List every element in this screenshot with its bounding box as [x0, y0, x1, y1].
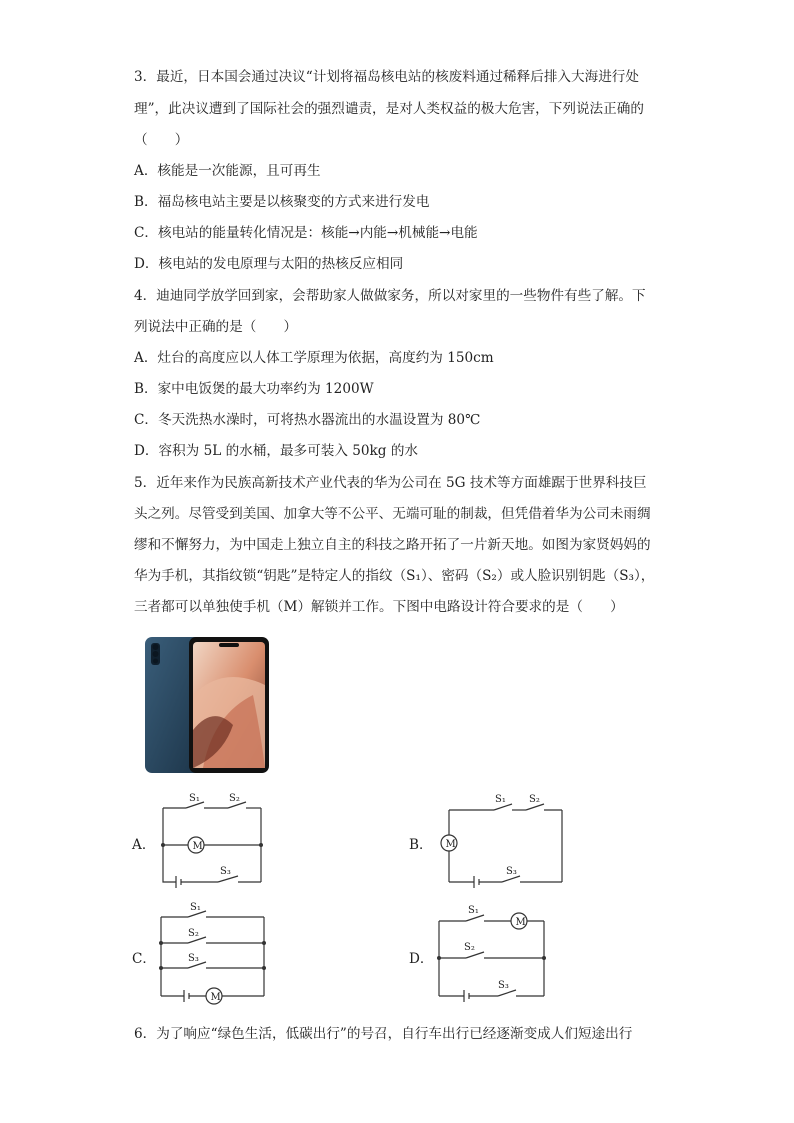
switch-s1-label-c: S₁ [190, 902, 201, 913]
circuit-a-diagram [158, 790, 268, 890]
q3-option-d: D．核电站的发电原理与太阳的热核反应相同 [134, 256, 404, 272]
circuit-d-diagram [434, 902, 552, 1007]
q3-line3: （ ） [134, 132, 189, 148]
circuit-c-diagram [156, 902, 268, 1007]
q5-line2: 头之列。尽管受到美国、加拿大等不公平、无端可耻的制裁，但凭借着华为公司未雨绸 [134, 506, 651, 522]
motor-symbol-c: M [210, 992, 221, 1003]
q5-line4: 华为手机，其指纹锁“钥匙”是特定人的指纹（S₁）、密码（S₂）或人脸识别钥匙（S₃）， [134, 568, 655, 584]
q4-option-b: B．家中电饭煲的最大功率约为 1200W [134, 381, 374, 397]
switch-s1-label-a: S₁ [189, 793, 200, 804]
q4-option-a: A．灶台的高度应以人体工学原理为依据，高度约为 150cm [134, 350, 494, 366]
switch-s1-label-d: S₁ [468, 905, 479, 916]
switch-s2-label-d: S₂ [464, 942, 475, 953]
q5-line1: 5．近年来作为民族高新技术产业代表的华为公司在 5G 技术等方面雄踞于世界科技巨 [134, 475, 647, 491]
motor-symbol-b: M [445, 839, 456, 850]
switch-s3-label-c: S₃ [188, 953, 199, 964]
switch-s2-label-c: S₂ [188, 928, 199, 939]
phone-photo [143, 635, 271, 775]
circuit-b-label: B． [409, 837, 433, 853]
switch-s2-label-a: S₂ [229, 793, 240, 804]
q6-line1: 6．为了响应“绿色生活，低碳出行”的号召，自行车出行已经逐渐变成人们短途出行 [134, 1026, 633, 1042]
q4-option-d: D．容积为 5L 的水桶，最多可装入 50kg 的水 [134, 443, 419, 459]
circuit-c-label: C． [132, 951, 156, 967]
switch-s2-label-b: S₂ [529, 794, 540, 805]
q3-option-c: C．核电站的能量转化情况是：核能→内能→机械能→电能 [134, 225, 478, 241]
circuit-a-label: A． [132, 837, 156, 853]
q4-line1: 4．迪迪同学放学回到家，会帮助家人做做家务，所以对家里的一些物件有些了解。下 [134, 288, 646, 304]
switch-s3-label-a: S₃ [220, 866, 231, 877]
q3-line1: 3．最近，日本国会通过决议“计划将福岛核电站的核废料通过稀释后排入大海进行处 [134, 69, 639, 85]
switch-s3-label-d: S₃ [498, 980, 509, 991]
q3-line2: 理”，此决议遭到了国际社会的强烈谴责，是对人类权益的极大危害，下列说法正确的 [134, 101, 644, 117]
switch-s1-label-b: S₁ [495, 794, 506, 805]
q4-option-c: C．冬天洗热水澡时，可将热水器流出的水温设置为 80℃ [134, 412, 481, 428]
q4-line2: 列说法中正确的是（ ） [134, 319, 298, 335]
q5-line5: 三者都可以单独使手机（M）解锁并工作。下图中电路设计符合要求的是（ ） [134, 599, 624, 615]
circuit-d-label: D． [409, 951, 434, 967]
q5-line3: 缪和不懈努力，为中国走上独立自主的科技之路开拓了一片新天地。如图为家贤妈妈的 [134, 537, 651, 553]
q3-option-b: B．福岛核电站主要是以核聚变的方式来进行发电 [134, 194, 430, 210]
motor-symbol-a: M [192, 841, 203, 852]
circuit-b-diagram [434, 788, 569, 888]
motor-symbol-d: M [515, 917, 526, 928]
switch-s3-label-b: S₃ [506, 866, 517, 877]
q3-option-a: A．核能是一次能源，且可再生 [134, 163, 321, 179]
